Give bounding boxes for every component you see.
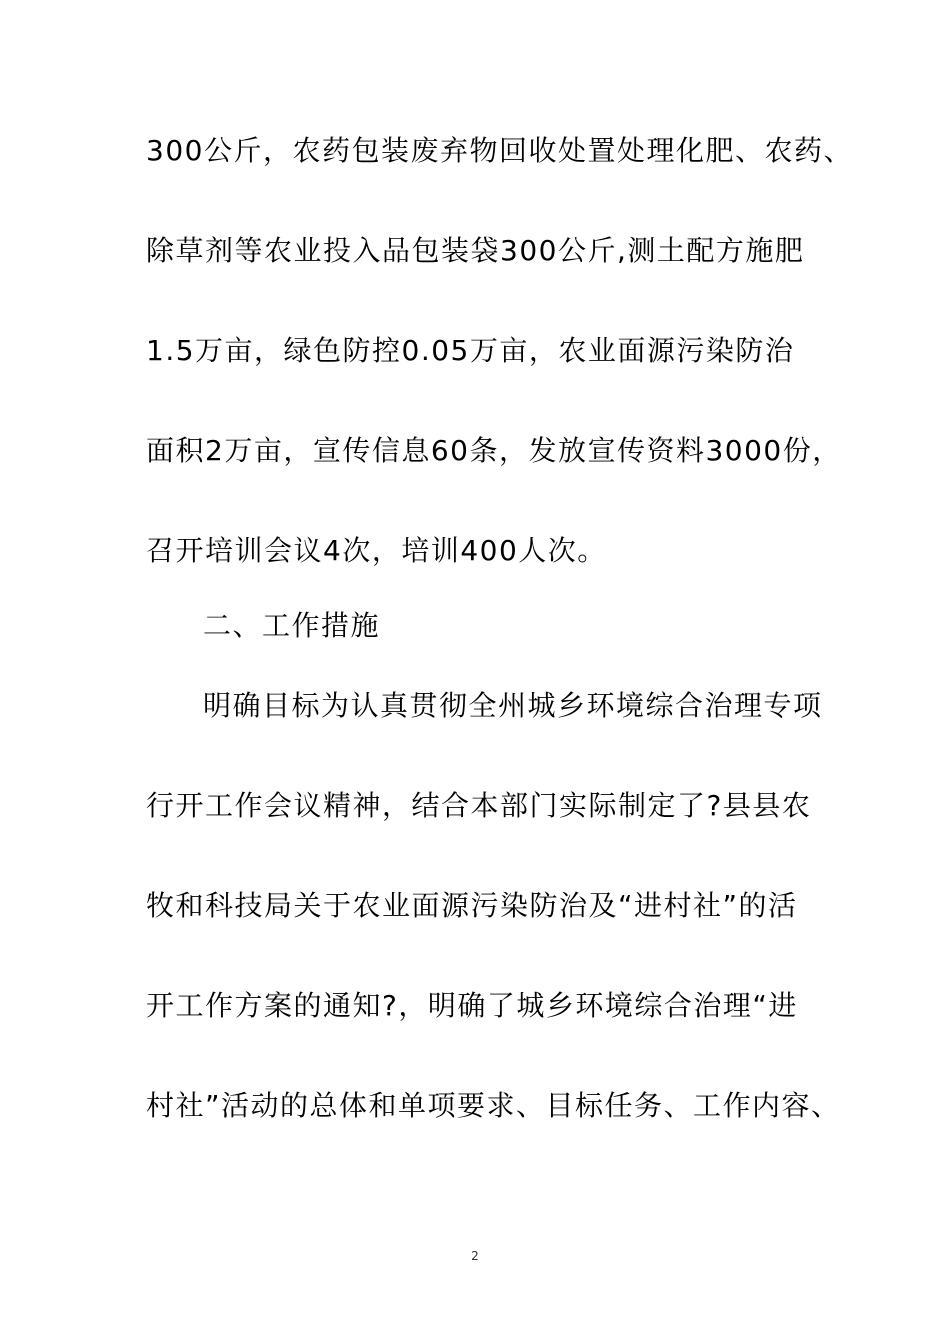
paragraph-line: 面积2万亩，宣传信息60条，发放宣传资料3000份， — [146, 434, 842, 467]
paragraph-line: 1.5万亩，绿色防控0.05万亩，农业面源污染防治 — [146, 334, 795, 367]
page-number: 2 — [471, 1249, 479, 1263]
paragraph-line: 行开工作会议精神，结合本部门实际制定了?县县农 — [146, 789, 812, 822]
paragraph-line: 牧和科技局关于农业面源污染防治及“进村社”的活 — [146, 889, 798, 922]
paragraph-line: 明确目标为认真贯彻全州城乡环境综合治理专项 — [203, 689, 823, 722]
paragraph-line: 除草剂等农业投入品包装袋300公斤,测土配方施肥 — [146, 234, 805, 267]
paragraph-line: 300公斤，农药包装废弃物回收处置处理化肥、农药、 — [146, 134, 853, 167]
section-heading: 二、工作措施 — [203, 609, 381, 642]
paragraph-line: 召开培训会议4次，培训400人次。 — [146, 534, 607, 567]
paragraph-line: 村社”活动的总体和单项要求、目标任务、工作内容、 — [146, 1089, 841, 1122]
paragraph-line: 开工作方案的通知?，明确了城乡环境综合治理“进 — [146, 989, 798, 1022]
